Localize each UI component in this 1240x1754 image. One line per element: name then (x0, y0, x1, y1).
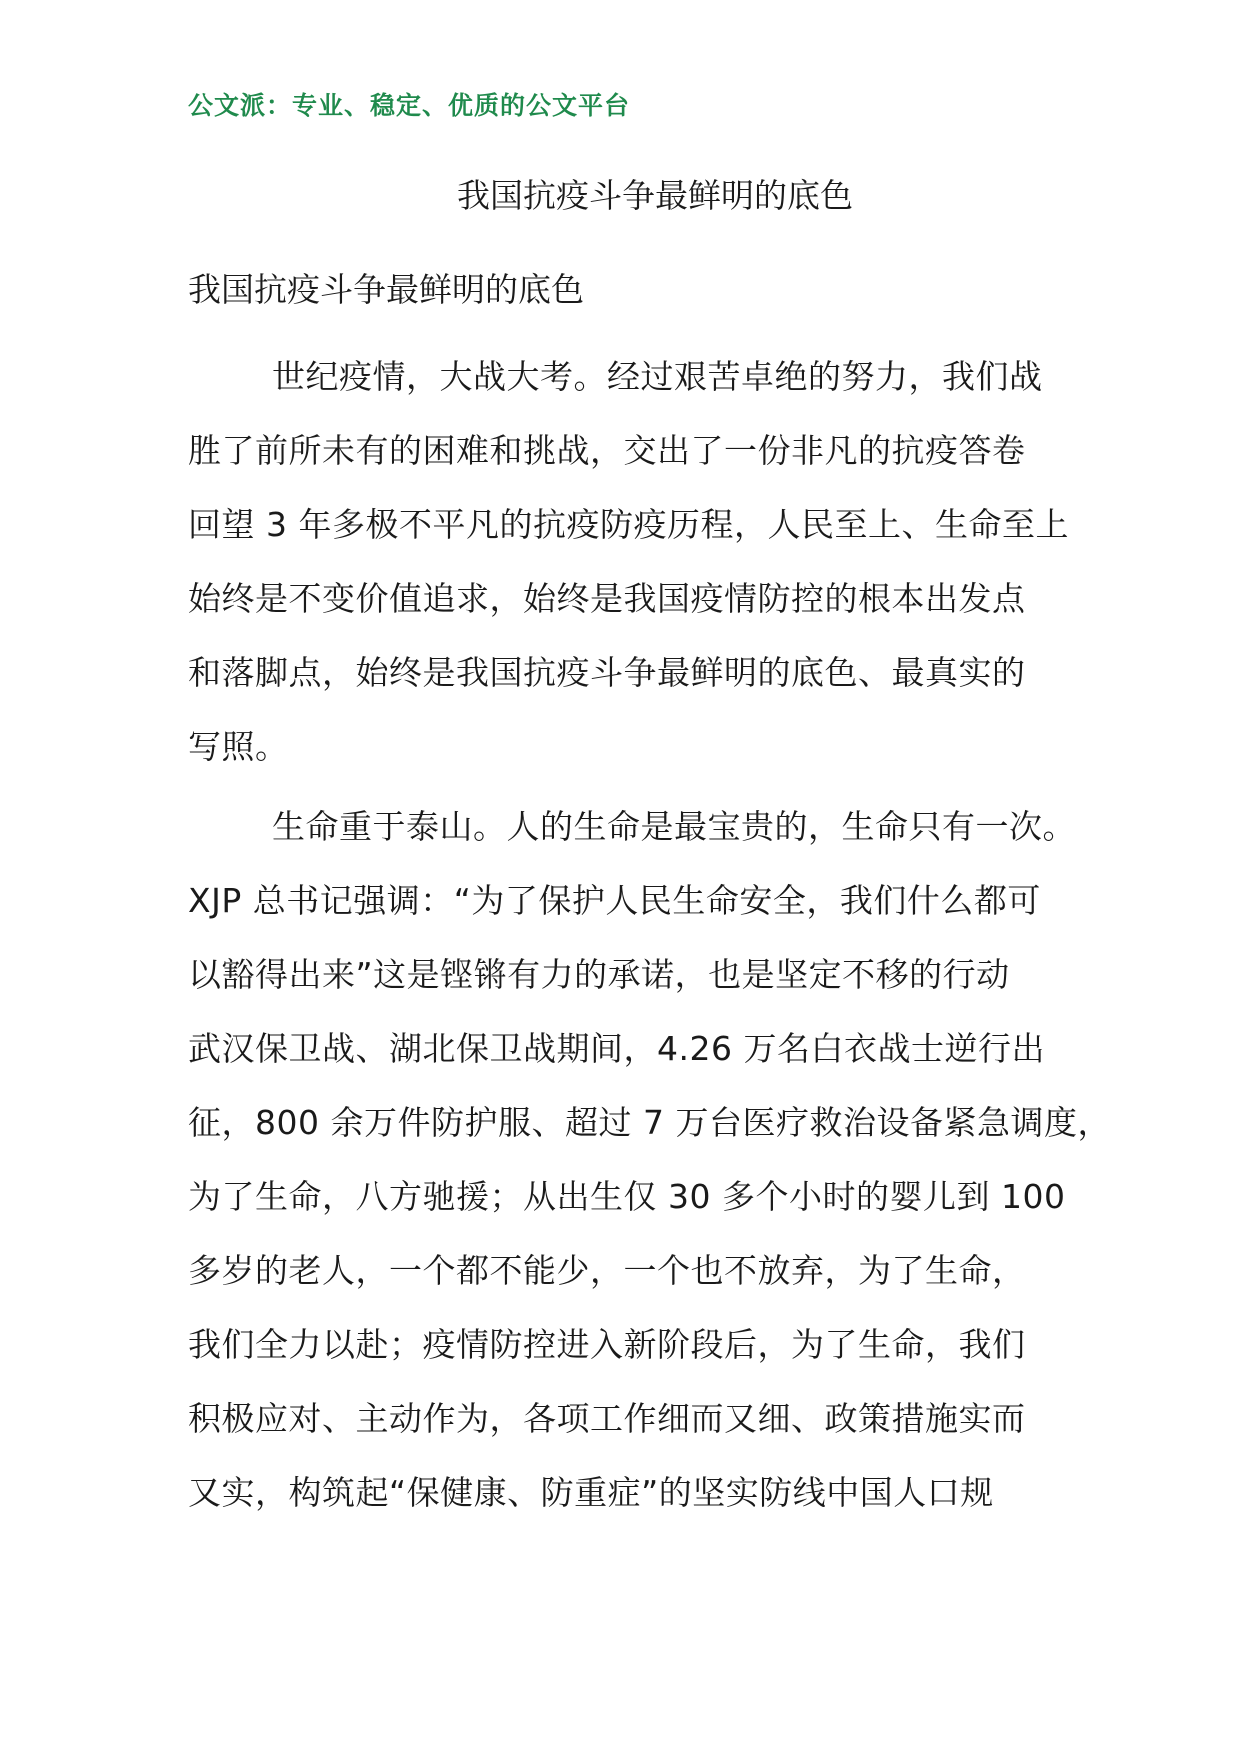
paragraph-line: 我们全力以赴；疫情防控进入新阶段后，为了生命，我们 (188, 1325, 1026, 1364)
paragraph-line: 始终是不变价值追求，始终是我国疫情防控的根本出发点 (188, 579, 1026, 618)
paragraph-line: 以豁得出来”这是铿锵有力的承诺，也是坚定不移的行动 (188, 955, 1010, 994)
paragraph-line: 积极应对、主动作为，各项工作细而又细、政策措施实而 (188, 1399, 1026, 1438)
paragraph-2 (188, 790, 1111, 1530)
paragraph-line: 又实，构筑起“保健康、防重症”的坚实防线中国人口规 (188, 1473, 994, 1512)
paragraph-line: XJP 总书记强调：“为了保护人民生命安全，我们什么都可 (188, 881, 1041, 920)
document-title: 我国抗疫斗争最鲜明的底色 (457, 176, 853, 215)
paragraph-line: 胜了前所未有的困难和挑战，交出了一份非凡的抗疫答卷 (188, 431, 1026, 470)
paragraph-line: 回望 3 年多极不平凡的抗疫防疫历程，人民至上、生命至上 (188, 505, 1069, 544)
header-banner: 公文派：专业、稳定、优质的公文平台 (188, 91, 631, 120)
paragraph-line: 为了生命，八方驰援；从出生仅 30 多个小时的婴儿到 100 (188, 1177, 1066, 1216)
paragraph-line: 世纪疫情，大战大考。经过艰苦卓绝的努力，我们战 (272, 357, 1043, 396)
document-subtitle: 我国抗疫斗争最鲜明的底色 (188, 270, 584, 309)
paragraph-line: 征，800 余万件防护服、超过 7 万台医疗救治设备紧急调度， (188, 1103, 1111, 1142)
paragraph-line: 和落脚点，始终是我国抗疫斗争最鲜明的底色、最真实的 (188, 653, 1026, 692)
paragraph-line: 武汉保卫战、湖北保卫战期间，4.26 万名白衣战士逆行出 (188, 1029, 1045, 1068)
paragraph-line: 生命重于泰山。人的生命是最宝贵的，生命只有一次。 (272, 807, 1076, 846)
paragraph-line: 多岁的老人，一个都不能少，一个也不放弃，为了生命， (188, 1251, 1026, 1290)
paragraph-line: 写照。 (188, 727, 289, 766)
paragraph-1 (188, 340, 1078, 784)
